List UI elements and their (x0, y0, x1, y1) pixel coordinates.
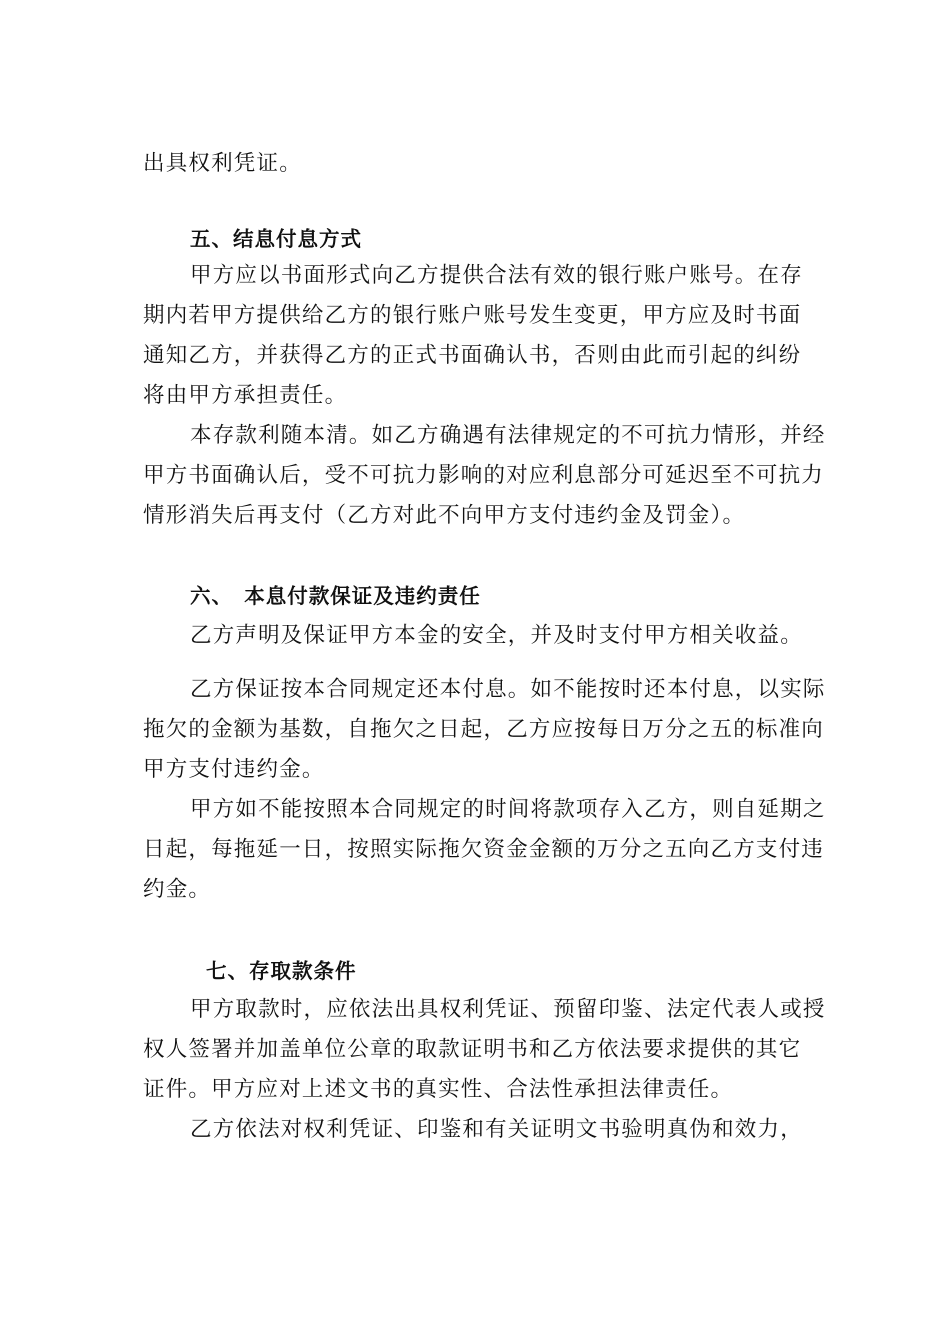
section-heading-5: 五、结息付息方式 (190, 227, 362, 251)
text-line: 拖欠的金额为基数，自拖欠之日起，乙方应按每日万分之五的标准向 (143, 717, 825, 742)
section-heading-6: 六、 本息付款保证及违约责任 (190, 584, 481, 608)
text-line: 甲方书面确认后，受不可抗力影响的对应利息部分可延迟至不可抗力 (143, 463, 825, 488)
text-line: 通知乙方，并获得乙方的正式书面确认书，否则由此而引起的纠纷 (143, 343, 802, 368)
text-line: 证件。甲方应对上述文书的真实性、合法性承担法律责任。 (143, 1077, 734, 1102)
text-line: 乙方保证按本合同规定还本付息。如不能按时还本付息，以实际 (190, 677, 826, 702)
text-line: 甲方应以书面形式向乙方提供合法有效的银行账户账号。在存 (190, 263, 803, 288)
text-line: 乙方依法对权利凭证、印鉴和有关证明文书验明真伪和效力， (190, 1117, 803, 1142)
text-line: 日起，每拖延一日，按照实际拖欠资金金额的万分之五向乙方支付违 (143, 837, 825, 862)
text-line: 甲方支付违约金。 (143, 757, 325, 782)
text-line: 将由甲方承担责任。 (143, 383, 348, 408)
text-line: 本存款利随本清。如乙方确遇有法律规定的不可抗力情形，并经 (190, 423, 826, 448)
text-line: 甲方如不能按照本合同规定的时间将款项存入乙方，则自延期之 (190, 797, 826, 822)
text-line: 甲方取款时，应依法出具权利凭证、预留印鉴、法定代表人或授 (190, 997, 826, 1022)
text-line: 出具权利凭证。 (143, 151, 302, 176)
text-line: 情形消失后再支付（乙方对此不向甲方支付违约金及罚金）。 (143, 503, 746, 528)
section-heading-7: 七、存取款条件 (206, 959, 357, 983)
text-line: 约金。 (143, 877, 212, 902)
text-line: 权人签署并加盖单位公章的取款证明书和乙方依法要求提供的其它 (143, 1037, 802, 1062)
text-line: 期内若甲方提供给乙方的银行账户账号发生变更，甲方应及时书面 (143, 303, 802, 328)
text-line: 乙方声明及保证甲方本金的安全，并及时支付甲方相关收益。 (190, 623, 803, 648)
